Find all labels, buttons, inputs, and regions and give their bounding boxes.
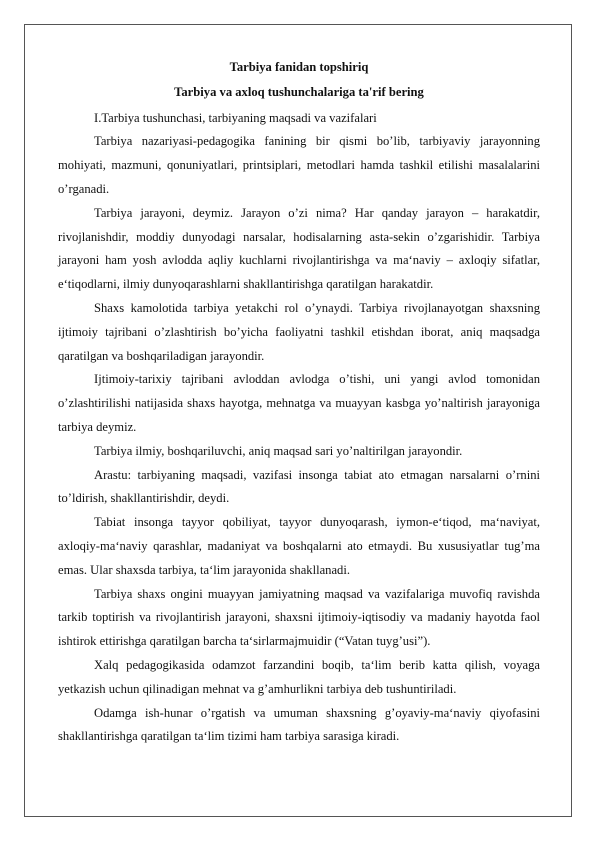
paragraph: Tarbiya jarayoni, deymiz. Jarayon o’zi nima? Har qanday jarayon – harakatdir, rivojlanishdir, moddiy dunyodagi narsalar, hodisalarning asta-sekin o’zgarishidir. Tarbiya jarayoni ham yosh avlodda aqliy kuchlarni rivojlantirishga va ma‘naviy – axloqiy sifatlar, e‘tiqodlarni, ilmiy dunyoqarashlarni shakllantirishga qaratilgan harakatdir. — [58, 205, 540, 292]
paragraph: Arastu: tarbiyaning maqsadi, vazifasi insonga tabiat ato etmagan narsalarni o’rnini to’ldirish, shakllantirishdir, deydi. — [58, 467, 540, 506]
document-subtitle: Tarbiya va axloq tushunchalariga ta'rif bering — [174, 84, 424, 99]
paragraph: Tabiat insonga tayyor qobiliyat, tayyor dunyoqarash, iymon-e‘tiqod, ma‘naviyat, axloqiy-ma‘naviy qarashlar, madaniyat va boshqalarni ato etmaydi. Bu xususiyatlar tug’ma emas. Ular shaxsda tarbiya, ta‘lim jarayonida shakllanadi. — [58, 515, 540, 577]
paragraph: Shaxs kamolotida tarbiya yetakchi rol o’ynaydi. Tarbiya rivojlanayotgan shaxsning ijtimoiy tajribani o’zlashtirish bo’yicha faoliyatni tashkil etishdan iborat, aniq maqsadga qaratilgan va boshqariladigan jarayondir. — [58, 300, 540, 363]
paragraph: Ijtimoiy-tarixiy tajribani avloddan avlodga o’tishi, uni yangi avlod tomonidan o’zlashtirilishi natijasida shaxs hayotga, mehnatga va muayyan kasbga yo’naltirish jarayoniga tarbiya deymiz. — [58, 372, 540, 434]
paragraph: Odamga ish-hunar o’rgatish va umuman shaxsning g’oyaviy-ma‘naviy qiyofasini shakllantirishga qaratilgan ta‘lim tizimi ham tarbiya sarasiga kiradi. — [58, 705, 540, 744]
paragraph: Xalq pedagogikasida odamzot farzandini boqib, ta‘lim berib katta qilish, voyaga yetkazish uchun qilinadigan mehnat va g’amhurlikni tarbiya deb tushuntiriladi. — [58, 657, 540, 696]
paragraph: Tarbiya nazariyasi-pedagogika fanining bir qismi bo’lib, tarbiyaviy jarayonning mohiyati, mazmuni, qonuniyatlari, printsiplari, metodlari hamda tashkil etilishi masalalarini o’rganadi. — [58, 134, 540, 196]
document-body — [58, 56, 540, 749]
paragraph: Tarbiya ilmiy, boshqariluvchi, aniq maqsad sari yo’naltirilgan jarayondir. — [94, 443, 463, 458]
document-title: Tarbiya fanidan topshiriq — [229, 60, 369, 74]
paragraph: Tarbiya shaxs ongini muayyan jamiyatning maqsad va vazifalariga muvofiq ravishda tarkib toptirish va rivojlantirish jarayoni, shaxsni ijtimoiy-iqtisodiy va madaniy hayotda faol ishtirok ettirishga qaratilgan barcha ta‘sirlarmajmuidir (“Vatan tuyg’usi”). — [58, 586, 540, 649]
section-heading: I.Tarbiya tushunchasi, tarbiyaning maqsadi va vazifalari — [94, 110, 377, 125]
